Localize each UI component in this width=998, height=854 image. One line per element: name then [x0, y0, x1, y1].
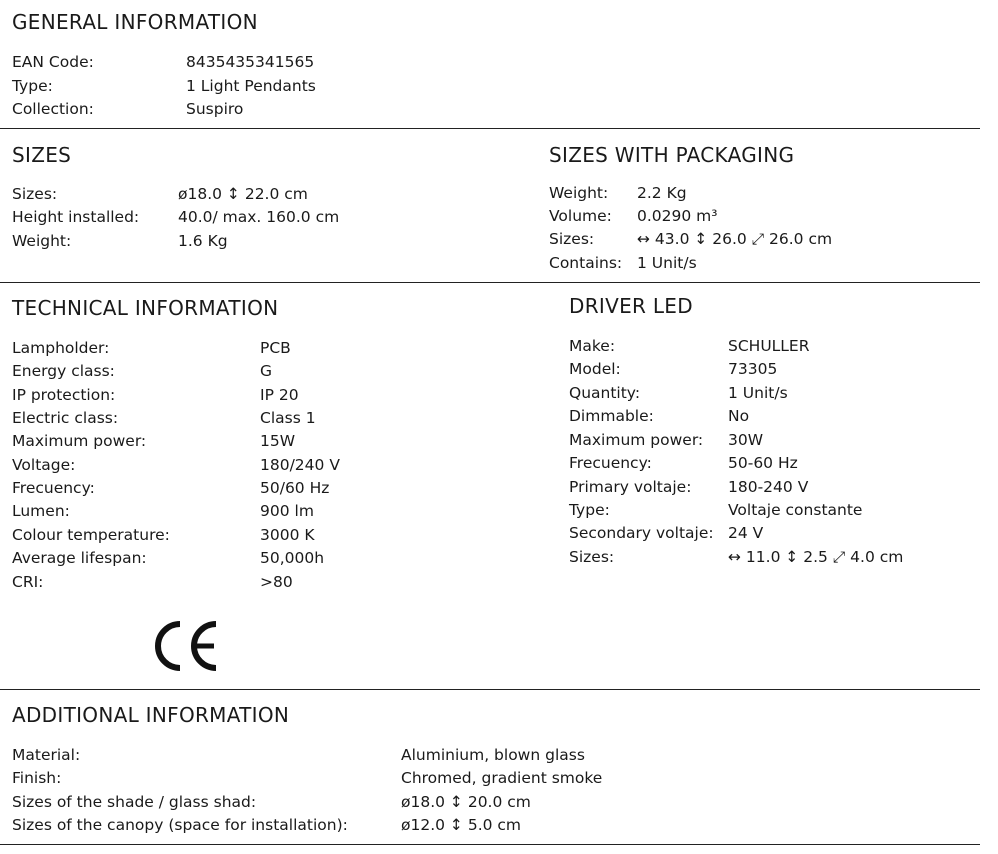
row-value: ø18.0 ↕ 22.0 cm: [178, 185, 308, 203]
row-label: Voltage:: [12, 456, 76, 474]
row-value: Class 1: [260, 409, 316, 427]
row-label: Volume:: [549, 207, 612, 225]
row-value: ø12.0 ↕ 5.0 cm: [401, 816, 522, 834]
ce-mark-icon: [152, 618, 222, 674]
row-label: Secondary voltaje:: [569, 524, 714, 542]
row-label: Quantity:: [569, 384, 641, 402]
row-value: 8435435341565: [186, 53, 315, 71]
row-value: ↔ 11.0 ↕ 2.5 ⤢ 4.0 cm: [728, 548, 904, 566]
row-label: Lumen:: [12, 502, 70, 520]
row-label: CRI:: [12, 573, 44, 591]
row-value: ↔ 43.0 ↕ 26.0 ⤢ 26.0 cm: [637, 230, 833, 248]
row-label: Make:: [569, 337, 616, 355]
row-label: Sizes:: [569, 548, 615, 566]
row-label: Electric class:: [12, 409, 119, 427]
general-information-heading: GENERAL INFORMATION: [12, 10, 258, 34]
row-label: Model:: [569, 360, 621, 378]
row-value: Suspiro: [186, 100, 244, 118]
row-label: Sizes of the shade / glass shad:: [12, 793, 257, 811]
row-value: G: [260, 362, 273, 380]
row-value: 50,000h: [260, 549, 325, 567]
ce-letter-c: [158, 624, 180, 668]
section-divider: [0, 844, 980, 845]
row-value: 15W: [260, 432, 296, 450]
row-value: 1 Light Pendants: [186, 77, 316, 95]
row-label: Weight:: [12, 232, 72, 250]
row-value: 50-60 Hz: [728, 454, 798, 472]
row-value: 0.0290 m³: [637, 207, 718, 225]
row-value: 2.2 Kg: [637, 184, 687, 202]
row-value: 40.0/ max. 160.0 cm: [178, 208, 340, 226]
row-label: Weight:: [549, 184, 609, 202]
row-value: >80: [260, 573, 293, 591]
row-value: 1 Unit/s: [637, 254, 697, 272]
row-value: 180-240 V: [728, 478, 809, 496]
row-label: Colour temperature:: [12, 526, 170, 544]
row-label: Sizes of the canopy (space for installation):: [12, 816, 348, 834]
row-value: 3000 K: [260, 526, 315, 544]
row-value: 30W: [728, 431, 764, 449]
row-label: Collection:: [12, 100, 94, 118]
technical-information-heading: TECHNICAL INFORMATION: [12, 296, 279, 320]
sizes-heading: SIZES: [12, 143, 72, 167]
row-label: Sizes:: [549, 230, 595, 248]
row-value: No: [728, 407, 750, 425]
row-value: 73305: [728, 360, 778, 378]
row-value: 1 Unit/s: [728, 384, 788, 402]
row-label: Frecuency:: [12, 479, 95, 497]
row-label: Height installed:: [12, 208, 140, 226]
row-label: Maximum power:: [569, 431, 704, 449]
row-label: Type:: [569, 501, 610, 519]
row-value: Chromed, gradient smoke: [401, 769, 603, 787]
row-value: SCHULLER: [728, 337, 810, 355]
row-label: Contains:: [549, 254, 623, 272]
row-label: Material:: [12, 746, 81, 764]
row-label: EAN Code:: [12, 53, 94, 71]
row-label: Finish:: [12, 769, 62, 787]
section-divider: [0, 689, 980, 690]
packaging-heading: SIZES WITH PACKAGING: [549, 143, 795, 167]
row-label: Average lifespan:: [12, 549, 147, 567]
row-value: Voltaje constante: [728, 501, 863, 519]
row-label: Dimmable:: [569, 407, 654, 425]
row-label: Energy class:: [12, 362, 115, 380]
row-label: IP protection:: [12, 386, 116, 404]
row-value: 900 lm: [260, 502, 314, 520]
row-value: Aluminium, blown glass: [401, 746, 585, 764]
row-label: Sizes:: [12, 185, 58, 203]
row-label: Maximum power:: [12, 432, 147, 450]
section-divider: [0, 128, 980, 129]
row-value: 180/240 V: [260, 456, 340, 474]
row-label: Type:: [12, 77, 53, 95]
additional-information-heading: ADDITIONAL INFORMATION: [12, 703, 290, 727]
row-value: 24 V: [728, 524, 764, 542]
row-label: Primary voltaje:: [569, 478, 692, 496]
row-value: PCB: [260, 339, 291, 357]
row-value: 50/60 Hz: [260, 479, 330, 497]
row-value: 1.6 Kg: [178, 232, 228, 250]
driver-led-heading: DRIVER LED: [569, 294, 693, 318]
section-divider: [0, 282, 980, 283]
row-label: Lampholder:: [12, 339, 110, 357]
row-label: Frecuency:: [569, 454, 652, 472]
row-value: ø18.0 ↕ 20.0 cm: [401, 793, 531, 811]
row-value: IP 20: [260, 386, 299, 404]
